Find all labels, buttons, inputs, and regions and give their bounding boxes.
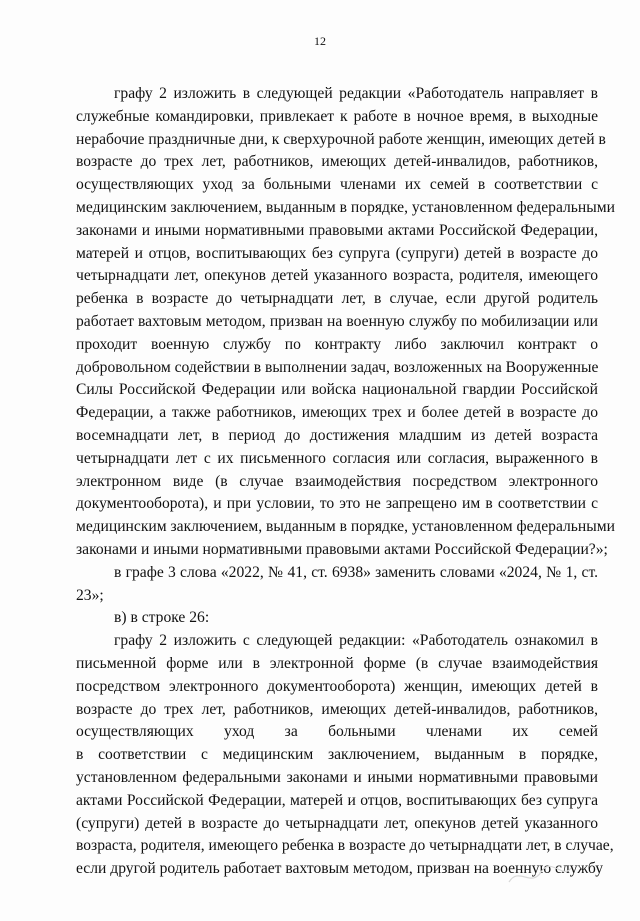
text-line: в графе 3 слова «2022, № 41, ст. 6938» заменить словами «2024, № 1, ст. <box>114 563 598 581</box>
text-line: (супруги) детей в возрасте до четырнадцати лет, опекунов детей указанного <box>76 814 598 832</box>
text-line: графу 2 изложить в следующей редакции «Работодатель направляет в <box>114 85 598 102</box>
text-line: возраста, родителя, имеющего ребенка в возрасте до четырнадцати лет, в случае, <box>76 837 614 855</box>
text-line: Силы Российской Федерации или войска национальной гвардии Российской <box>76 381 598 399</box>
text-line: установленном федеральными законами и иными нормативными правовыми <box>76 768 598 786</box>
text-line: в соответствии с медицинским заключением, выданным в порядке, <box>76 746 598 764</box>
text-line: возрасте до трех лет, работников, имеющих детей-инвалидов, работников, <box>76 700 598 718</box>
text-line: актами Российской Федерации, матерей и отцов, воспитывающих без супруга <box>76 791 598 809</box>
document-body <box>76 83 615 881</box>
text-line: документооборота), и при условии, то это не запрещено им в соответствии с <box>76 495 598 513</box>
text-line: 23»; <box>76 586 104 604</box>
text-line: в) в строке 26: <box>114 609 210 627</box>
text-line: осуществляющих уход за больными членами их семей <box>76 723 598 741</box>
text-line: работает вахтовым методом, призван на военную службу по мобилизации или <box>76 312 598 330</box>
text-line: законами и иными нормативными правовыми актами Российской Федерации, <box>76 221 598 239</box>
text-line: осуществляющих уход за больными членами их семей в соответствии с <box>76 176 598 194</box>
text-line: Федерации, а также работников, имеющих трех и более детей в возрасте до <box>76 404 598 422</box>
text-line: электронном виде (в случае взаимодействия посредством электронного <box>76 472 598 490</box>
text-line: ребенка в возрасте до четырнадцати лет, в случае, если другой родитель <box>76 290 598 308</box>
text-line: медицинским заключением, выданным в порядке, установленном федеральными <box>76 518 615 536</box>
text-line: четырнадцати лет, опекунов детей указанного возраста, родителя, имеющего <box>76 267 598 285</box>
text-line: проходит военную службу по контракту либо заключил контракт о <box>76 335 598 353</box>
text-line: восемнадцати лет, в период до достижения младшим из детей возраста <box>76 426 598 444</box>
text-line: посредством электронного документооборота) женщин, имеющих детей в <box>76 677 598 695</box>
text-line: возрасте до трех лет, работников, имеющих детей-инвалидов, работников, <box>76 153 598 171</box>
text-line: если другой родитель работает вахтовым методом, призван на военную службу <box>76 860 604 878</box>
text-line: законами и иными нормативными правовыми актами Российской Федерации?»; <box>76 540 608 558</box>
faint-stamp-mark <box>505 860 575 890</box>
text-line: матерей и отцов, воспитывающих без супруга (супруги) детей в возрасте до <box>76 244 598 262</box>
text-line: письменной форме или в электронной форме (в случае взаимодействия <box>76 654 598 672</box>
text-line: добровольном содействии в выполнении задач, возложенных на Вооруженные <box>76 358 599 376</box>
text-line: графу 2 изложить с следующей редакции: «Работодатель ознакомил в <box>114 632 598 650</box>
text-line: нерабочие праздничные дни, к сверхурочной работе женщин, имеющих детей в <box>76 130 606 148</box>
text-line: четырнадцати лет с их письменного согласия или согласия, выраженного в <box>76 449 598 467</box>
text-line: служебные командировки, привлекает к работе в ночное время, в выходные <box>76 107 598 125</box>
page-number: 12 <box>314 34 326 48</box>
text-line: медицинским заключением, выданным в порядке, установленном федеральными <box>76 198 615 216</box>
